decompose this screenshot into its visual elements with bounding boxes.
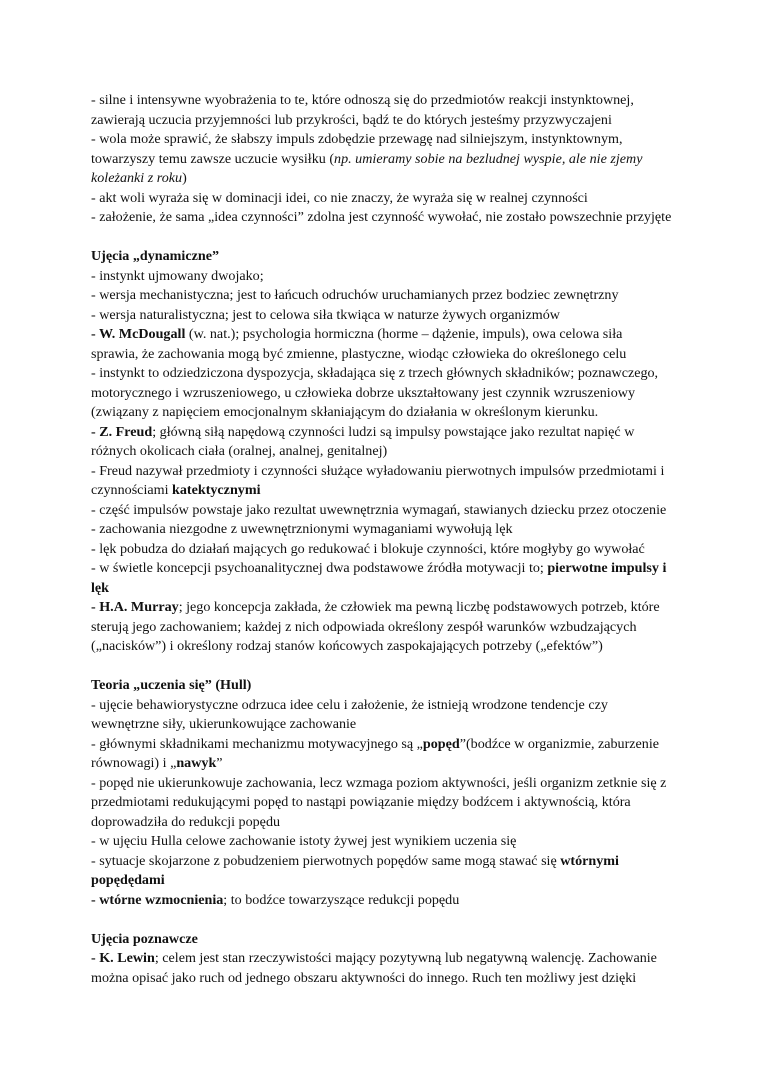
text-line: różnych okolicach ciała (oralnej, analnej, genitalnej) <box>91 443 388 459</box>
bold-term: lęk <box>91 579 110 596</box>
text-line <box>91 169 681 189</box>
text-line <box>91 754 681 774</box>
bold-term: popęd <box>422 735 460 752</box>
document-body <box>91 91 681 988</box>
text-run: ; główną siłą napędową czynności ludzi są impulsy powstające jako rezultat napięć w <box>152 423 635 440</box>
text-line <box>91 598 681 618</box>
section-heading: Teoria „uczenia się” (Hull) <box>91 677 252 693</box>
text-line <box>91 481 681 501</box>
text-line: wewnętrzne siły, ukierunkowujące zachowanie <box>91 716 357 732</box>
text-line: - Freud nazywał przedmioty i czynności służące wyładowaniu pierwotnych impulsów przedmiotami i <box>91 462 665 479</box>
bold-term: pierwotne impulsy i <box>547 560 667 576</box>
text-line: - popęd nie ukierunkowuje zachowania, lecz wzmaga poziom aktywności, jeśli organizm zetknie się z <box>91 774 667 791</box>
text-line: - wersja naturalistyczna; jest to celowa siła tkwiąca w naturze żywych organizmów <box>91 306 560 323</box>
text-run: ”(bodźce w organizmie, zaburzenie <box>459 735 660 752</box>
bold-term: wtórnymi <box>560 852 619 869</box>
text-run: - sytuacje skojarzone z pobudzeniem pierwotnych popędów same mogą stawać się <box>91 852 561 869</box>
text-line <box>91 891 681 911</box>
italic-example: koleżanki z roku <box>91 170 183 186</box>
text-line: doprowadziła do redukcji popędu <box>91 813 281 830</box>
text-run: ; jego koncepcja zakłada, że człowiek ma pewną liczbę podstawowych potrzeb, które <box>178 599 660 615</box>
text-line: sprawia, że zachowania mogą być zmienne, plastyczne, wiodąc człowieka do określonego celu <box>91 345 627 362</box>
text-line <box>91 735 681 755</box>
italic-example: np. umieramy sobie na bezludnej wyspie, ale nie zjemy <box>334 150 643 167</box>
text-line: - instynkt to odziedziczona dyspozycja, składająca się z trzech głównych składników; poznawczego, <box>91 365 659 381</box>
text-line <box>91 559 681 579</box>
bold-name: - Z. Freud <box>91 423 153 440</box>
text-line: sterują jego zachowaniem; każdej z nich odpowiada określony zespół warunków wzbudzających <box>91 618 637 635</box>
paragraph-gap <box>91 910 681 930</box>
text-run: czynnościami <box>91 482 173 498</box>
text-line: - akt woli wyraża się w dominacji idei, co nie znaczy, że wyraża się w realnej czynności <box>91 189 588 206</box>
paragraph-gap <box>91 228 681 248</box>
text-line: - wola może sprawić, że słabszy impuls zdobędzie przewagę nad silniejszym, instynktownym, <box>91 131 623 147</box>
text-line: zawierają uczucia przyjemności lub przykrości, bądź te do których jesteśmy przyzwyczajeni <box>91 111 612 128</box>
text-line: - silne i intensywne wyobrażenia to te, które odnoszą się do przedmiotów reakcji instynktownej, <box>91 92 634 108</box>
text-run: ” <box>216 755 223 771</box>
text-line: - zachowania niezgodne z uwewnętrznionymi wymaganiami wywołują lęk <box>91 521 513 537</box>
bold-name: - H.A. Murray <box>91 599 179 615</box>
text-line: (związany z napięciem emocjonalnym skłaniającym do działania w określonym kierunku. <box>91 404 599 420</box>
text-run: ; to bodźce towarzyszące redukcji popędu <box>223 891 460 908</box>
text-run: (w. nat.); psychologia hormiczna (horme – dążenie, impuls), owa celowa siła <box>185 326 623 342</box>
text-line <box>91 871 681 891</box>
text-line: - wersja mechanistyczna; jest to łańcuch odruchów uruchamianych przez bodziec zewnętrzny <box>91 287 619 303</box>
text-run: - głównymi składnikami mechanizmu motywacyjnego są „ <box>91 735 423 752</box>
text-line <box>91 325 681 345</box>
text-line: przedmiotami redukującymi popęd to nastąpi powiązanie między bodźcem i aktywnością, która <box>91 794 631 810</box>
paragraph-gap <box>91 657 681 677</box>
bold-term: nawyk <box>176 755 217 771</box>
text-line <box>91 949 681 969</box>
text-line: - ujęcie behawiorystyczne odrzuca idee celu i założenie, że istnieją wrodzone tendencje czy <box>91 696 608 713</box>
text-run: ) <box>182 170 187 186</box>
text-line: motorycznego i wzruszeniowego, u człowieka dobrze ukształtowany jest czynnik wzruszeniowy <box>91 384 635 401</box>
section-heading: Ujęcia „dynamiczne” <box>91 248 219 264</box>
text-line: - w ujęciu Hulla celowe zachowanie istoty żywej jest wynikiem uczenia się <box>91 833 517 849</box>
bold-name: - K. Lewin <box>91 950 155 966</box>
bold-term: - wtórne wzmocnienia <box>91 891 224 908</box>
text-run: - w świetle koncepcji psychoanalitycznej dwa podstawowe źródła motywacji to; <box>91 560 548 576</box>
text-line: - lęk pobudza do działań mających go redukować i blokuje czynności, które mogłyby go wywołać <box>91 540 645 557</box>
text-line: - część impulsów powstaje jako rezultat uwewnętrznia wymagań, stawianych dziecku przez otoczenie <box>91 501 667 518</box>
text-line: („nacisków”) i określony rodzaj stanów końcowych zaspokajających potrzeby („efektów”) <box>91 638 603 654</box>
text-line <box>91 579 681 599</box>
bold-name: - W. McDougall <box>91 326 186 342</box>
text-run: towarzyszy temu zawsze uczucie wysiłku ( <box>91 150 335 167</box>
bold-term: katektycznymi <box>172 482 261 498</box>
text-line: - założenie, że sama „idea czynności” zdolna jest czynność wywołać, nie zostało powszechnie przyjęte <box>91 209 672 225</box>
text-line: - instynkt ujmowany dwojako; <box>91 267 264 284</box>
text-line <box>91 423 681 443</box>
text-line <box>91 852 681 872</box>
text-line <box>91 150 681 170</box>
text-line: można opisać jako ruch od jednego obszaru aktywności do innego. Ruch ten możliwy jest dzięki <box>91 969 637 986</box>
text-run: równowagi) i „ <box>91 755 177 771</box>
section-heading: Ujęcia poznawcze <box>91 930 198 947</box>
text-run: ; celem jest stan rzeczywistości mający pozytywną lub negatywną walencję. Zachowanie <box>154 950 657 966</box>
bold-term: popędędami <box>91 872 165 888</box>
